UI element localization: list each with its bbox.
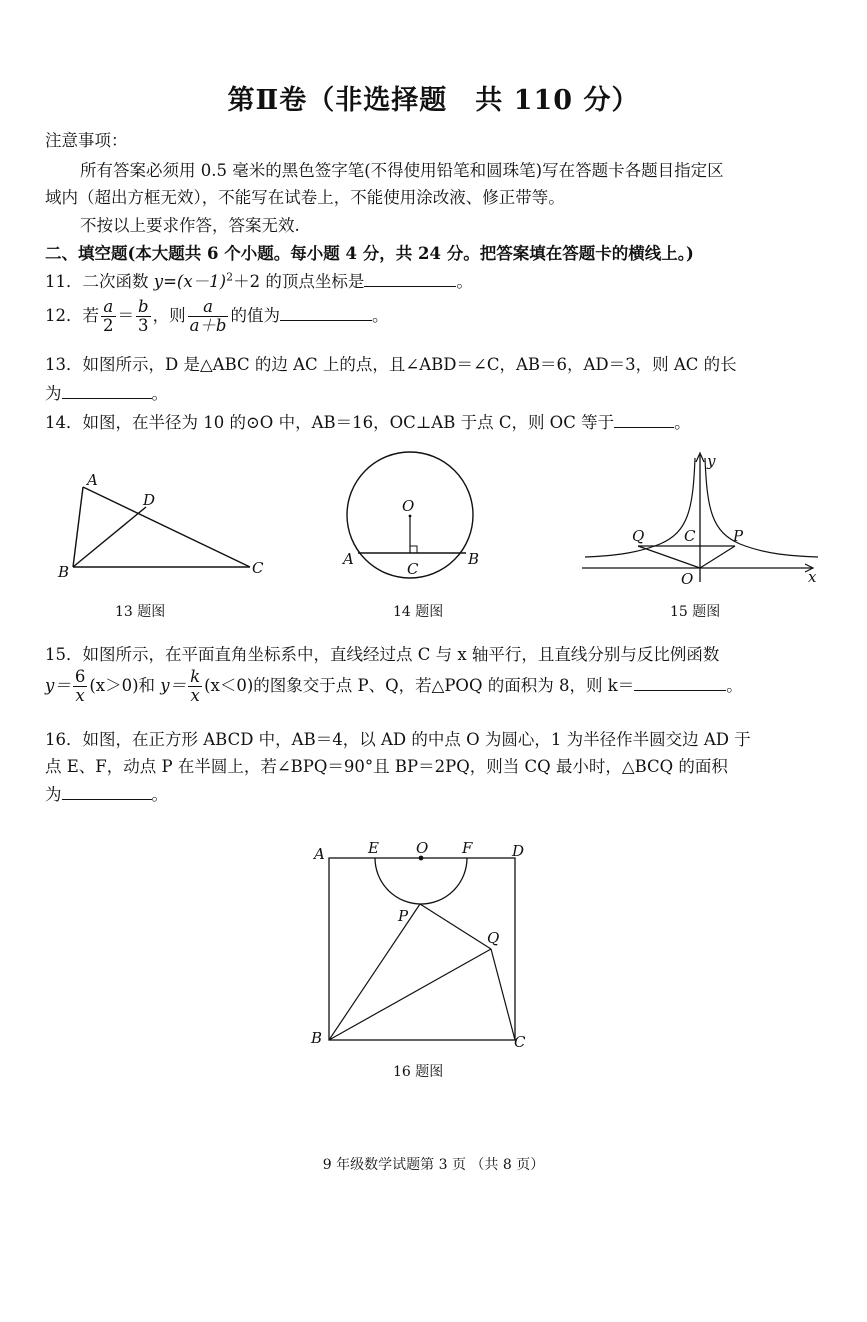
figure-16 <box>305 835 535 1050</box>
segment-PQ <box>420 904 491 949</box>
segment-OP <box>700 546 735 568</box>
frac-den: 2 <box>103 316 114 336</box>
center-point <box>409 515 412 518</box>
label-O: O <box>402 497 415 515</box>
semicircle-EF <box>375 858 467 904</box>
segment-BD <box>73 507 146 567</box>
q16-prefix: 为 <box>45 785 62 804</box>
label-Q: Q <box>487 929 500 947</box>
label-A: A <box>314 845 325 863</box>
notice-paragraph-2: 不按以上要求作答，答案无效. <box>80 216 300 235</box>
notice-paragraph-1b: 域内（超出方框无效），不能写在试卷上，不能使用涂改液、修正带等。 <box>45 188 565 207</box>
frac-num: a <box>188 298 229 317</box>
label-O: O <box>681 570 694 588</box>
q14-end: 。 <box>674 413 691 432</box>
q11-suffix: ＋2 的顶点坐标是 <box>233 272 365 291</box>
q14-text: 14．如图，在半径为 10 的⊙O 中，AB＝16，OC⊥AB 于点 C，则 OC 等于 <box>45 413 615 432</box>
frac-den: x <box>190 686 200 706</box>
notice-paragraph-1a: 所有答案必须用 0.5 毫米的黑色签字笔(不得使用铅笔和圆珠笔)写在答题卡各题目指定区 <box>80 161 724 180</box>
answer-blank[interactable] <box>62 382 152 400</box>
figure-15 <box>580 450 825 590</box>
label-C: C <box>407 560 419 578</box>
notice-heading: 注意事项： <box>45 131 128 150</box>
square-ABCD <box>329 858 515 1040</box>
q15-func1-domain: (x＞0)和 <box>89 676 161 696</box>
fraction-a-over-a-plus-b <box>188 298 229 335</box>
answer-blank[interactable] <box>280 304 372 322</box>
right-angle-mark <box>410 546 417 553</box>
question-13-line-2 <box>45 380 837 404</box>
label-O: O <box>416 839 429 857</box>
label-B: B <box>58 563 70 581</box>
fraction-a-over-2 <box>101 298 116 335</box>
label-D: D <box>143 491 156 509</box>
label-D: D <box>512 842 525 860</box>
label-y: y <box>707 452 716 470</box>
question-16-line-1: 16．如图，在正方形 ABCD 中，AB＝4，以 AD 的中点 O 为圆心，1 为半径作半圆交边 AD 于 <box>45 730 751 749</box>
q11-prefix: 11．二次函数 <box>45 272 154 291</box>
segment-AB <box>73 487 83 567</box>
figure-16-caption: 16 题图 <box>393 1064 444 1080</box>
q12-suffix: 的值为 <box>230 306 280 326</box>
question-15-line-1: 15．如图所示，在平面直角坐标系中，直线经过点 C 与 x 轴平行，且直线分别与反比例函数 <box>45 645 720 664</box>
label-A: A <box>343 550 354 568</box>
segment-OQ <box>638 546 700 568</box>
label-C: C <box>252 559 264 577</box>
q11-exponent: 2 <box>226 270 234 284</box>
frac-num: k <box>190 667 201 686</box>
page-footer: 9 年级数学试题第 3 页 （共 8 页） <box>322 1157 545 1173</box>
answer-blank[interactable] <box>634 674 726 692</box>
answer-blank[interactable] <box>614 411 674 429</box>
figure-15-caption: 15 题图 <box>670 604 721 620</box>
segment-QC <box>491 949 515 1040</box>
frac-den: a＋b <box>189 316 227 336</box>
equals-sign: ＝ <box>117 306 134 326</box>
label-A: A <box>87 471 98 489</box>
label-F: F <box>462 839 473 857</box>
figure-13 <box>50 465 280 585</box>
q15-end: 。 <box>726 676 743 696</box>
question-15-line-2 <box>45 668 837 705</box>
answer-blank[interactable] <box>364 270 456 288</box>
segment-AC <box>83 487 250 567</box>
label-E: E <box>368 839 379 857</box>
question-16-line-3 <box>45 781 837 805</box>
answer-blank[interactable] <box>62 783 152 801</box>
q13-end: 。 <box>151 384 168 403</box>
question-13-line-1: 13．如图所示，D 是△ABC 的边 AC 上的点，且∠ABD＝∠C，AB＝6，AD＝3，则 AC 的长 <box>45 355 737 374</box>
label-B: B <box>468 550 480 568</box>
question-14 <box>45 409 837 433</box>
label-x: x <box>808 568 817 586</box>
fraction-6-over-x <box>73 668 88 705</box>
label-P: P <box>733 527 744 545</box>
q11-expression: y=(x－1) <box>153 272 227 291</box>
label-P: P <box>398 907 409 925</box>
label-B: B <box>311 1029 323 1047</box>
question-11 <box>45 268 837 292</box>
segment-BQ <box>329 949 491 1040</box>
section-heading: 二、填空题(本大题共 6 个小题。每小题 4 分，共 24 分。把答案填在答题卡的横线上。) <box>45 244 694 263</box>
curve-right <box>705 458 818 557</box>
q11-end: 。 <box>456 272 473 291</box>
frac-den: x <box>75 686 85 706</box>
figure-14 <box>335 440 495 590</box>
page-title: 第Ⅱ卷（非选择题 共 110 分） <box>227 85 640 116</box>
q12-middle: ，则 <box>152 306 186 326</box>
q12-prefix: 12．若 <box>45 306 99 326</box>
label-Q: Q <box>632 527 645 545</box>
question-12 <box>45 298 837 335</box>
q16-end: 。 <box>151 785 168 804</box>
q15-func2-text: (x＜0)的图象交于点 P、Q，若△POQ 的面积为 8，则 k＝ <box>204 676 635 696</box>
q15-func1-y: y＝ <box>45 676 71 696</box>
figure-14-caption: 14 题图 <box>393 604 444 620</box>
q15-func2-y: y＝ <box>160 676 187 696</box>
figure-13-caption: 13 题图 <box>115 604 166 620</box>
fraction-k-over-x <box>188 668 202 705</box>
label-C: C <box>684 527 696 545</box>
frac-num: a <box>101 298 116 317</box>
q13-prefix: 为 <box>45 384 62 403</box>
frac-num: b <box>138 297 149 316</box>
frac-den: 3 <box>138 316 149 336</box>
q12-end: 。 <box>371 306 389 326</box>
question-16-line-2: 点 E、F，动点 P 在半圆上，若∠BPQ＝90°且 BP＝2PQ，则当 CQ 最小时，△BCQ 的面积 <box>45 757 728 776</box>
frac-num: 6 <box>74 667 86 686</box>
fraction-b-over-3 <box>136 298 151 335</box>
label-C: C <box>514 1033 526 1050</box>
